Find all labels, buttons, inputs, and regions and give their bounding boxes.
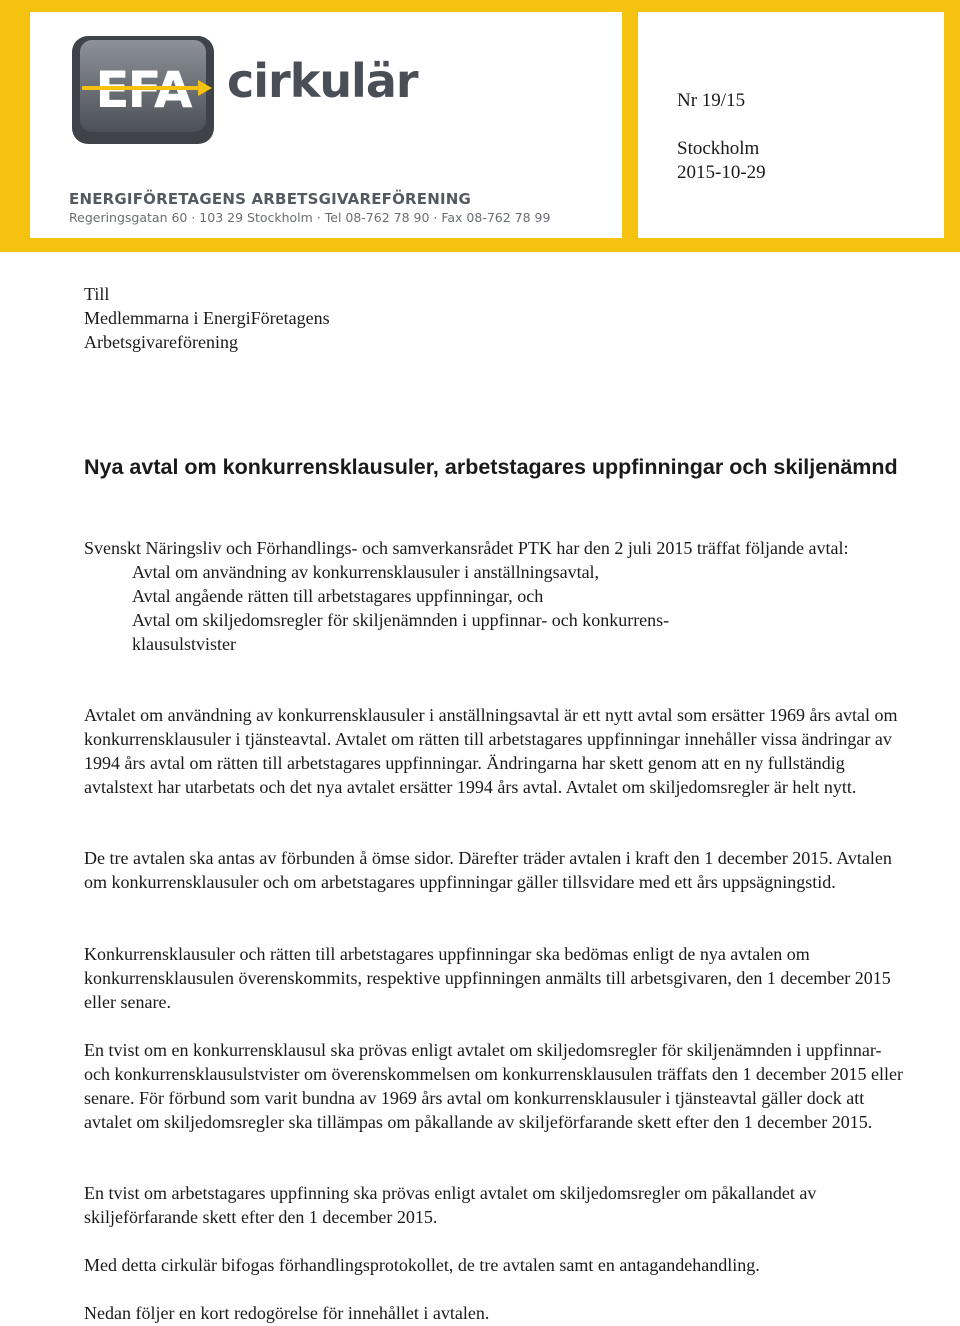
agreement-list	[132, 560, 904, 656]
city: Stockholm	[677, 138, 760, 159]
body-paragraph	[84, 1253, 904, 1277]
recipient-line: Till	[84, 284, 110, 304]
agreement-item: Avtal om skiljedomsregler för skiljenämnden i uppfinnar- och konkurrens-	[132, 610, 670, 630]
body-paragraph	[84, 1301, 904, 1325]
recipient-block	[84, 282, 904, 354]
paragraph-text: En tvist om arbetstagares uppfinning ska prövas enligt avtalet om skiljedomsregler om påkallandet av skiljeförfarande skett efter den 1 december 2015.	[84, 1183, 817, 1227]
body-paragraph	[84, 703, 904, 799]
agreement-item: klausulstvister	[132, 634, 236, 654]
header-band	[0, 0, 960, 252]
recipient-line: Arbetsgivareförening	[84, 332, 238, 352]
brand-word: cirkulär	[227, 54, 418, 108]
recipient-line: Medlemmarna i EnergiFöretagens	[84, 308, 330, 328]
date: 2015-10-29	[677, 162, 766, 183]
body-paragraph	[84, 846, 904, 894]
paragraph-text: Nedan följer en kort redogörelse för innehållet i avtalen.	[84, 1303, 490, 1323]
org-address: Regeringsgatan 60 · 103 29 Stockholm · Tel 08-762 78 90 · Fax 08-762 78 99	[69, 210, 551, 225]
agreement-item: Avtal angående rätten till arbetstagares uppfinningar, och	[132, 586, 544, 606]
circular-info-panel	[638, 12, 944, 238]
svg-text:EFA: EFA	[95, 61, 191, 119]
body-paragraph	[84, 942, 904, 1014]
intro-block	[84, 536, 904, 656]
paragraph-text: Avtalet om användning av konkurrensklausuler i anställningsavtal är ett nytt avtal som ersätter 1969 års avtal om konkurrensklausuler i tjänsteavtal. Avtalet om rätten till arbetstagares uppfinningar innehåller vissa ändringar av 1994 års avtal om rätten till arbetstagares uppfinningar. Ändringarna har skett genom att en ny fullständig avtalstext har utarbetats och det nya avtalet ersätter 1994 års avtal. Avtalet om skiljedomsregler är helt nytt.	[84, 705, 898, 797]
intro-paragraph: Svenskt Näringsliv och Förhandlings- och samverkansrådet PTK har den 2 juli 2015 träffat följande avtal:	[84, 538, 849, 558]
paragraph-text: En tvist om en konkurrensklausul ska prövas enligt avtalet om skiljedomsregler för skiljenämnden i uppfinnar- och konkurrensklausulstvister om överenskommelsen om konkurrensklausulen träffats den 1 december 2015 eller senare. För förbund som varit bundna av 1969 års avtal om konkurrensklausuler i tjänsteavtal gäller dock att avtalet om skiljedomsregler ska tillämpas om påkallande av skiljeförfarande skett efter den 1 december 2015.	[84, 1040, 903, 1132]
agreement-item: Avtal om användning av konkurrensklausuler i anställningsavtal,	[132, 562, 600, 582]
efa-logo-icon	[70, 34, 216, 146]
document-title: Nya avtal om konkurrensklausuler, arbetstagares uppfinningar och skiljenämnd	[84, 455, 898, 479]
paragraph-text: De tre avtalen ska antas av förbunden å ömse sidor. Därefter träder avtalen i kraft den 1 december 2015. Avtalen om konkurrensklausuler och om arbetstagares uppfinningar gäller tillsvidare med ett års uppsägningstid.	[84, 848, 892, 892]
paragraph-text: Konkurrensklausuler och rätten till arbetstagares uppfinningar ska bedömas enligt de nya avtalen om konkurrensklausulen överenskommits, respektive uppfinningen anmälts till arbetsgivaren, den 1 december 2015 eller senare.	[84, 944, 891, 1012]
circular-number: Nr 19/15	[677, 90, 746, 111]
body-paragraph	[84, 1038, 904, 1134]
org-name: ENERGIFÖRETAGENS ARBETSGIVAREFÖRENING	[69, 190, 472, 208]
paragraph-text: Med detta cirkulär bifogas förhandlingsprotokollet, de tre avtalen samt en antagandehandling.	[84, 1255, 760, 1275]
body-paragraph	[84, 1181, 904, 1229]
logo-panel	[30, 12, 622, 238]
